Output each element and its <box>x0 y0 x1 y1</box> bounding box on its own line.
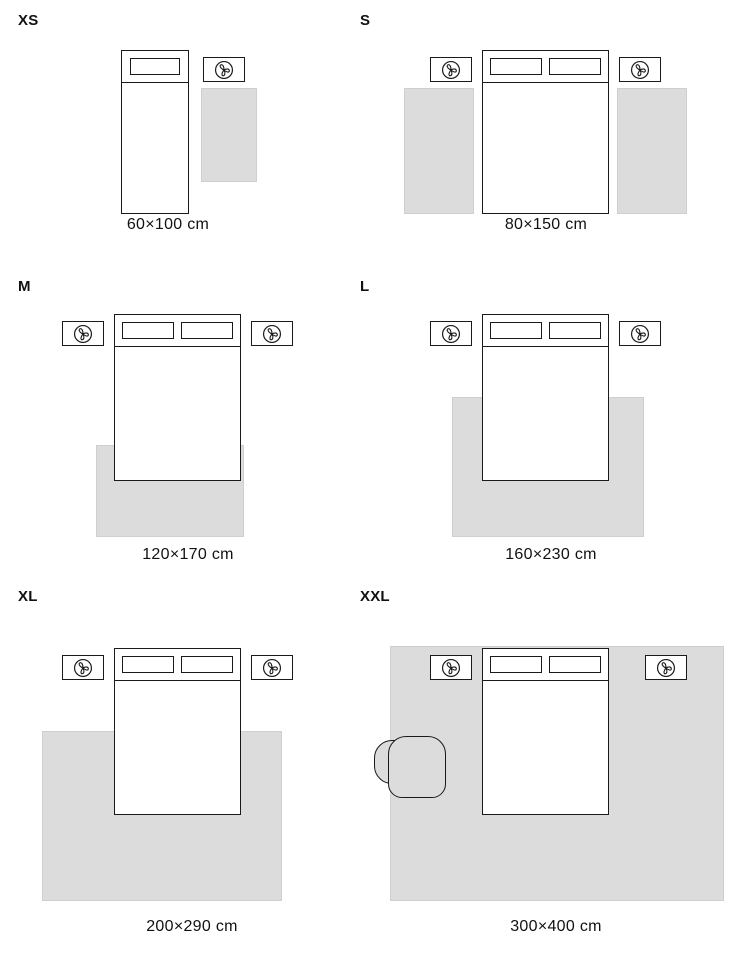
pillow-right-xl <box>181 656 233 673</box>
pillow-right-m <box>181 322 233 339</box>
size-cell-s <box>360 12 724 252</box>
size-label-l: L <box>360 278 370 295</box>
dimension-label-m: 120×170 cm <box>142 546 234 563</box>
lamp-icon <box>261 323 283 345</box>
size-cell-xxl <box>360 588 724 960</box>
dimension-label-xs: 60×100 cm <box>126 216 210 233</box>
pillow-left-xl <box>122 656 174 673</box>
size-label-xxl: XXL <box>360 588 390 605</box>
dimension-label-xxl: 300×400 cm <box>510 918 602 935</box>
lamp-icon <box>440 323 462 345</box>
pillow-left-s <box>490 58 542 75</box>
nightstand-right-xl <box>251 655 293 680</box>
lamp-icon <box>72 323 94 345</box>
size-diagram-xl <box>18 618 354 908</box>
nightstand-right-s <box>619 57 661 82</box>
pillow-left-l <box>490 322 542 339</box>
bed-shape-xxl <box>482 680 609 815</box>
lamp-icon <box>213 59 235 81</box>
armchair-xxl <box>388 736 446 798</box>
dimension-label-s: 80×150 cm <box>504 216 588 233</box>
bed-shape-l <box>482 346 609 481</box>
lamp-icon <box>261 657 283 679</box>
dimension-label-l: 160×230 cm <box>505 546 597 563</box>
nightstand-left-m <box>62 321 104 346</box>
lamp-icon <box>440 657 462 679</box>
size-diagram-xxl <box>360 618 724 908</box>
lamp-icon <box>629 59 651 81</box>
size-cell-xl <box>18 588 354 960</box>
nightstand-left-xl <box>62 655 104 680</box>
armchair-seat <box>388 736 446 798</box>
pillow-right-xxl <box>549 656 601 673</box>
lamp-icon <box>655 657 677 679</box>
bed-shape-xs <box>121 82 189 214</box>
rug-shape-xs <box>201 88 257 182</box>
nightstand-left-l <box>430 321 472 346</box>
pillow-right-s <box>549 58 601 75</box>
nightstand-left-s <box>430 57 472 82</box>
nightstand-right-xs <box>203 57 245 82</box>
size-diagram-m <box>18 294 354 534</box>
lamp-icon <box>440 59 462 81</box>
rug-shape-s-left <box>404 88 474 214</box>
size-diagram-s <box>360 26 724 206</box>
size-cell-m <box>18 278 354 578</box>
size-cell-l <box>360 278 724 578</box>
nightstand-right-m <box>251 321 293 346</box>
size-label-s: S <box>360 12 371 29</box>
size-label-m: M <box>18 278 31 295</box>
lamp-icon <box>629 323 651 345</box>
bed-shape-s <box>482 82 609 214</box>
pillow-xs <box>130 58 180 75</box>
lamp-icon <box>72 657 94 679</box>
nightstand-left-xxl <box>430 655 472 680</box>
nightstand-right-l <box>619 321 661 346</box>
pillow-left-m <box>122 322 174 339</box>
bed-shape-xl <box>114 680 241 815</box>
pillow-left-xxl <box>490 656 542 673</box>
size-diagram-l <box>360 294 724 534</box>
size-label-xs: XS <box>18 12 39 29</box>
size-label-xl: XL <box>18 588 38 605</box>
dimension-label-xl: 200×290 cm <box>146 918 238 935</box>
bed-shape-m <box>114 346 241 481</box>
pillow-right-l <box>549 322 601 339</box>
rug-shape-s-right <box>617 88 687 214</box>
size-cell-xs <box>18 12 354 252</box>
nightstand-right-xxl <box>645 655 687 680</box>
size-diagram-xs <box>18 26 354 206</box>
